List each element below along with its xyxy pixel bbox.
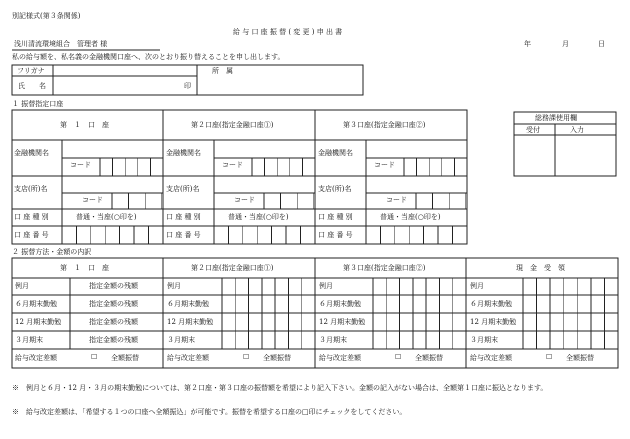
s2-row5-col4-label: 給与改定差額	[470, 354, 512, 362]
account1-branch-label: 支店(所)名	[14, 185, 48, 193]
date-year[interactable]: 年	[524, 40, 531, 48]
account2-bank-code-label: コード	[222, 161, 243, 169]
s2-row3-col4-label: 12 月期末勤勉	[470, 318, 517, 326]
account1-number-label: 口 座 番 号	[14, 231, 49, 239]
section2-col2-header: 第２口座(指定金融口座①)	[191, 264, 274, 272]
furigana-field[interactable]	[56, 68, 194, 76]
s2-row4-col3-label: ３月期末	[319, 336, 347, 344]
s2-row1-col2-label: 例月	[167, 282, 181, 290]
account3-branch-code-label: コード	[386, 196, 407, 204]
section1-heading: １ 振替指定口座	[12, 100, 64, 108]
form-title: 給 与 口 座 振 替 ( 変 更 ) 申 出 書	[233, 28, 343, 36]
account2-branch-code-label: コード	[234, 196, 255, 204]
received-label: 受付	[526, 126, 540, 134]
name-label: 氏 名	[18, 82, 46, 90]
s2-col1-full-transfer-checkbox[interactable]: ☐	[91, 353, 98, 361]
account1-title: 第 １ 口 座	[60, 121, 109, 129]
s2-row5-col3-label: 給与改定差額	[319, 354, 361, 362]
s2-row2-col3-label: ６月期末勤勉	[319, 300, 361, 308]
affiliation-label: 所 属	[212, 67, 233, 75]
s2-row3-col1-label: 12 月期末勤勉	[15, 318, 62, 326]
account2-type-label: 口 座 種 別	[166, 213, 201, 221]
addressee: 浅川清流環境組合 管理者 様	[14, 40, 108, 48]
account1-type-label: 口 座 種 別	[14, 213, 49, 221]
first-sub-header: 指定金額の残額	[89, 282, 138, 290]
s2-row1-col1-label: 例月	[15, 282, 29, 290]
s2-col1-full-transfer-label: 全額振替	[111, 354, 139, 362]
account2-branch-label: 支店(所)名	[166, 185, 200, 193]
account1-bank-code-label: コード	[70, 161, 91, 169]
s2-row2-col1-label: ６月期末勤勉	[15, 300, 57, 308]
s2-row3-col2-label: 12 月期末勤勉	[167, 318, 214, 326]
furigana-label: フリガナ	[17, 67, 45, 75]
account2-title: 第２口座(指定金融口座①)	[191, 121, 274, 129]
s2-row1-col4-label: 例月	[470, 282, 484, 290]
intro-text: 私の給与額を、私名義の金融機関口座へ、次のとおり振り替えることを申し出します。	[12, 53, 285, 61]
account1-type-options[interactable]: 普通・当座(○印を)	[76, 213, 137, 221]
s2-col2-full-transfer-checkbox[interactable]: ☐	[243, 353, 250, 361]
s2-row3-remainder: 指定金額の残額	[89, 318, 138, 326]
s2-col2-full-transfer-label: 全額振替	[263, 354, 291, 362]
s2-row3-col3-label: 12 月期末勤勉	[319, 318, 366, 326]
date-month[interactable]: 月	[562, 40, 569, 48]
account3-type-label: 口 座 種 別	[318, 213, 353, 221]
s2-row2-remainder: 指定金額の残額	[89, 300, 138, 308]
note-1: ※ 例月と６月・12 月・３月の期末勤勉については、第２口座・第３口座の振替額を希望により記入下さい。金額の記入がない場合は、全額第１口座に振込となります。	[12, 384, 548, 392]
section2-col3-header: 第３口座(指定金融口座②)	[343, 264, 426, 272]
s2-col3-full-transfer-label: 全額振替	[415, 354, 443, 362]
s2-row4-col4-label: ３月期末	[470, 336, 498, 344]
date-day[interactable]: 日	[598, 40, 605, 48]
account2-type-options[interactable]: 普通・当座(○印を)	[228, 213, 289, 221]
general-affairs-title: 総務課使用欄	[535, 114, 577, 122]
s2-row1-col3-label: 例月	[319, 282, 333, 290]
note-2: ※ 給与改定差額は、「希望する１つの口座へ全額振込」が可能です。振替を希望する口座の□印にチェックをしてください。	[12, 408, 407, 416]
s2-col4-full-transfer-checkbox[interactable]: ☐	[546, 353, 553, 361]
name-field[interactable]	[56, 79, 180, 93]
form-number: 別記様式(第３条関係)	[12, 12, 81, 20]
section2-heading: ２ 振替方法・金額の内訳	[12, 248, 92, 256]
s2-row5-col1-label: 給与改定差額	[15, 354, 57, 362]
s2-row4-col1-label: ３月期末	[15, 336, 43, 344]
entered-label: 入力	[570, 126, 584, 134]
s2-row5-col2-label: 給与改定差額	[167, 354, 209, 362]
account2-bank-label: 金融機関名	[166, 149, 201, 157]
section2-col4-header: 現 金 受 領	[516, 264, 565, 272]
account2-number-label: 口 座 番 号	[166, 231, 201, 239]
seal-mark: 印	[184, 82, 191, 90]
s2-col3-full-transfer-checkbox[interactable]: ☐	[395, 353, 402, 361]
s2-row4-col2-label: ３月期末	[167, 336, 195, 344]
s2-row4-remainder: 指定金額の残額	[89, 336, 138, 344]
account3-bank-label: 金融機関名	[318, 149, 353, 157]
account3-number-label: 口 座 番 号	[318, 231, 353, 239]
account1-bank-label: 金融機関名	[14, 149, 49, 157]
account3-bank-code-label: コード	[374, 161, 395, 169]
s2-row2-col4-label: ６月期末勤勉	[470, 300, 512, 308]
s2-row2-col2-label: ６月期末勤勉	[167, 300, 209, 308]
account3-title: 第３口座(指定金融口座②)	[343, 121, 426, 129]
account1-branch-code-label: コード	[82, 196, 103, 204]
account3-type-options[interactable]: 普通・当座(○印を)	[380, 213, 441, 221]
s2-col4-full-transfer-label: 全額振替	[566, 354, 594, 362]
account3-branch-label: 支店(所)名	[318, 185, 352, 193]
section2-col1-header: 第 １ 口 座	[60, 264, 109, 272]
